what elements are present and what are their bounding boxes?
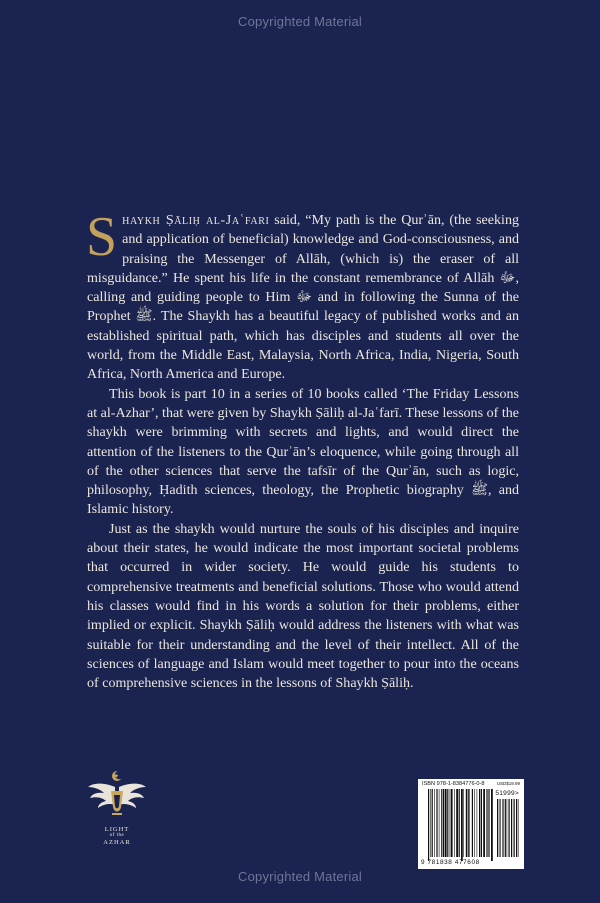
back-cover-blurb bbox=[86, 206, 519, 693]
copyright-watermark-bottom: Copyrighted Material bbox=[238, 869, 362, 884]
blurb-paragraph-2: This book is part 10 in a series of 10 books called ‘The Friday Lessons at al-Azhar’, that were given by Shaykh Ṣāliḥ al-Jaʿfarī. These lessons of the shaykh were brimming with secrets and lights, and would direct the attention of the listeners to the Qurʾān’s eloquence, while going through all of the other sciences that serve the tafsīr of the Qurʾān, such as logic, philosophy, Ḥadith sciences, theology, the Prophetic biography ﷺ, and Islamic history. bbox=[87, 385, 519, 518]
crescent-star-wings-icon bbox=[84, 769, 150, 827]
price-text: USD$19.99 bbox=[496, 781, 520, 786]
isbn-text: ISBN 978-1-8384776-0-8 bbox=[422, 781, 485, 787]
blurb-paragraph-1 bbox=[86, 206, 519, 385]
logo-text-azhar: AZHAR bbox=[103, 839, 131, 846]
copyright-watermark-top: Copyrighted Material bbox=[238, 14, 362, 29]
logo-text-of-the: of the bbox=[109, 833, 125, 838]
author-name-smallcaps: haykh Ṣāliḥ al-Jaʿfari bbox=[122, 212, 270, 228]
isbn-barcode bbox=[418, 779, 524, 869]
addon-digits: 51999> bbox=[495, 790, 519, 797]
publisher-logo bbox=[84, 769, 150, 865]
barcode-bars bbox=[418, 779, 524, 869]
logo-text-light: LIGHT bbox=[104, 826, 130, 833]
blurb-paragraph-3: Just as the shaykh would nurture the souls of his disciples and inquire about their states, he would indicate the most important societal problems that occurred in wider society. He would guide his students to comprehensive treatments and beneficial solutions. Those who would attend his classes would find in his words a solution for their problems, either implied or explicit. Shaykh Ṣāliḥ would address the listeners with what was suitable for their understanding and the level of their intellect. All of the sciences of language and Islam would meet together to pour into the oceans of comprehensive sciences in the lessons of Shaykh Ṣāliḥ. bbox=[87, 520, 519, 692]
blurb-paragraph-1-text: said, “My path is the Qurʾān, (the seeking and application of beneficial) knowledge and God-consciousness, and praising the Messenger of Allāh, (which is) the eraser of all misguidance.” He spent his life in the constant remembrance of Allāh ﷻ, calling and guiding people to Him ﷻ and in following the Sunna of the Prophet ﷺ. The Shaykh has a beautiful legacy of published works and an established spiritual path, which has disciples and students all over the world, from the Middle East, Malaysia, North Africa, India, Nigeria, South Africa, North America and Europe. bbox=[87, 212, 519, 383]
drop-cap: S bbox=[86, 206, 118, 268]
ean-digits: 9 781838 477608 bbox=[421, 859, 480, 866]
